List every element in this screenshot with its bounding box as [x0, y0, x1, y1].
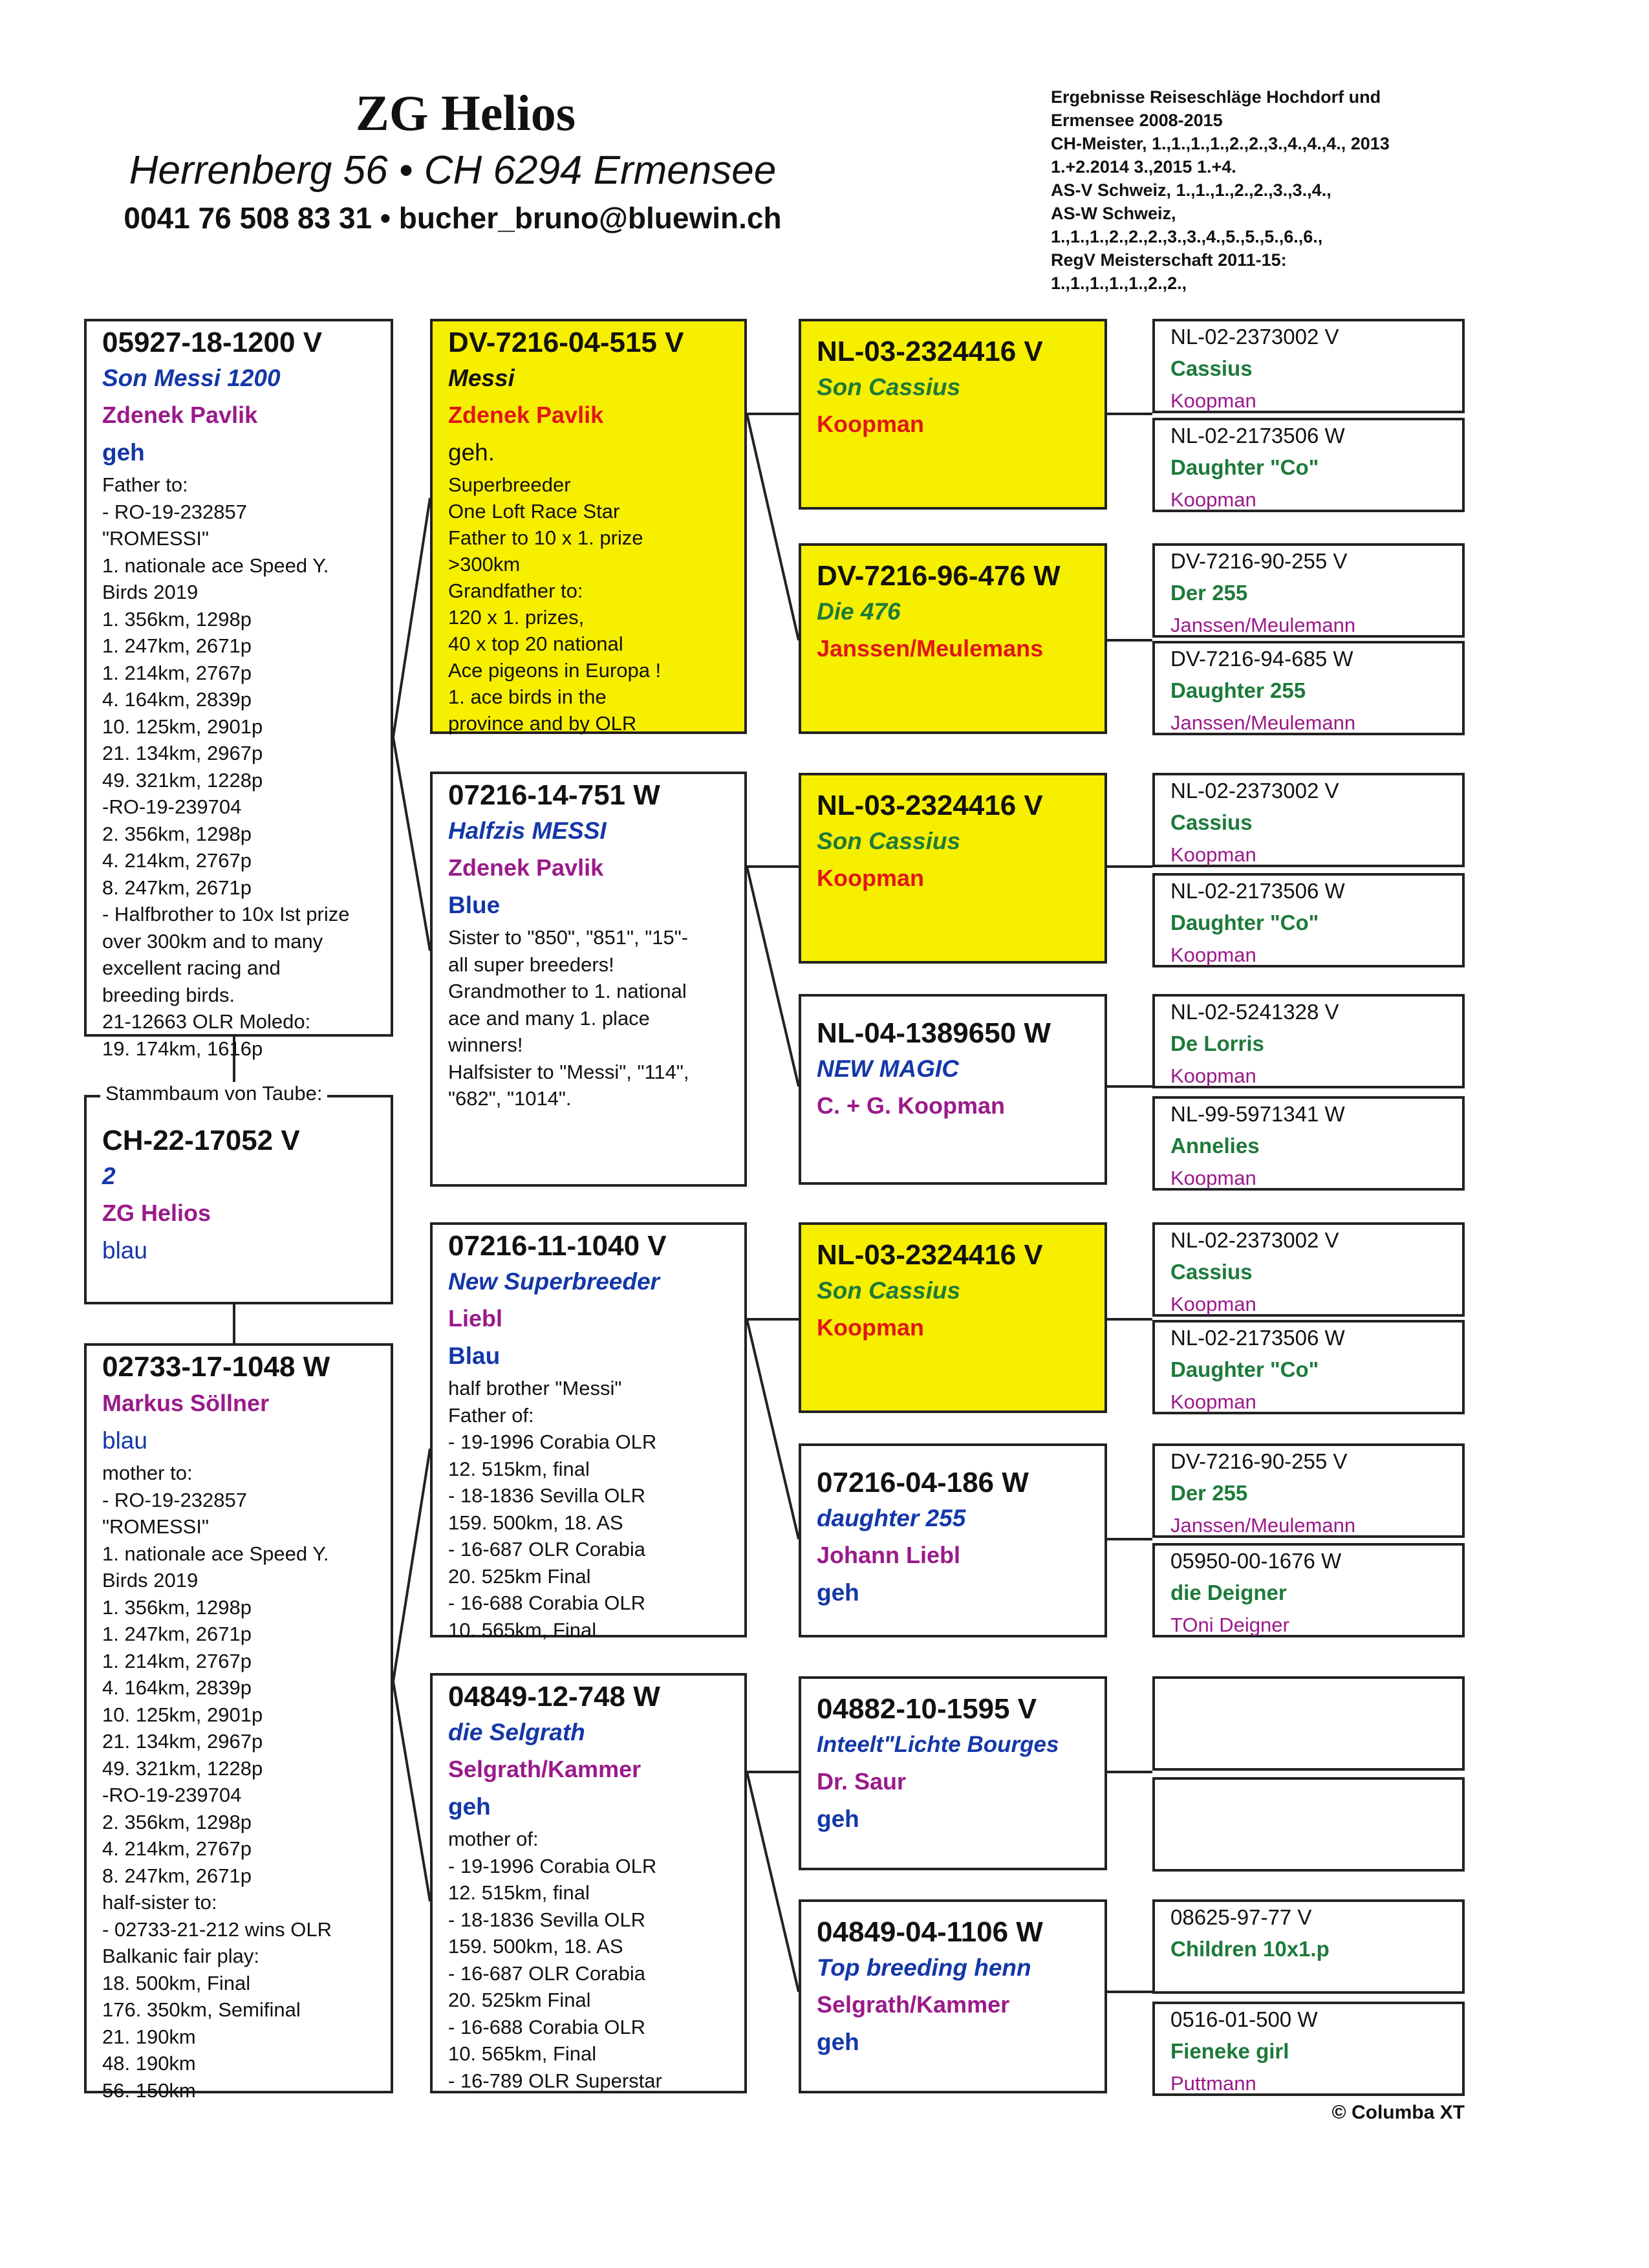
gen3-card-3[interactable]	[799, 773, 1107, 964]
gen3-card-6[interactable]	[799, 1443, 1107, 1637]
gen3-name: NEW MAGIC	[817, 1055, 959, 1082]
gen4-breeder: TOni Deigner	[1170, 1614, 1289, 1636]
gen4-card-11[interactable]	[1152, 1443, 1465, 1538]
gen3-card-8[interactable]	[799, 1899, 1107, 2093]
gen3-card-4[interactable]	[799, 994, 1107, 1185]
gen3-name: Son Cassius	[817, 828, 961, 854]
gen4-ring: NL-02-2373002 V	[1170, 1228, 1339, 1252]
gen2-breeder: Selgrath/Kammer	[448, 1756, 641, 1782]
gen2-color: geh.	[448, 439, 495, 466]
dam-color: blau	[102, 1427, 147, 1454]
gen4-name: Der 255	[1170, 1481, 1248, 1505]
gen2-card-4[interactable]	[430, 1673, 747, 2093]
gen4-card-4[interactable]	[1152, 641, 1465, 735]
gen4-name: die Deigner	[1170, 1581, 1287, 1604]
gen4-ring: 05950-00-1676 W	[1170, 1549, 1342, 1573]
gen3-breeder: Koopman	[817, 865, 924, 891]
kennel-contact: 0041 76 508 83 31 • bucher_bruno@bluewin.ch	[124, 201, 782, 235]
gen4-ring: NL-02-2373002 V	[1170, 779, 1339, 803]
sire-info: Father to: - RO-19-232857 "ROMESSI" 1. nationale ace Speed Y. Birds 2019 1. 356km, 1298p 1. 247km, 2671p 1. 214km, 2767p 4. 164km, 2839p 10. 125km, 2901p 21. 134km, 2967p 49. 321km, 1228p -RO-19-239704 2. 356km, 1298p 4. 214km, 2767p 8. 247km, 2671p - Halfbrother to 10x Ist prize over 300km and to many excellent racing and breeding birds. 21-12663 OLR Moledo: 19. 174km, 1616p	[102, 473, 350, 1060]
gen2-breeder: Zdenek Pavlik	[448, 402, 604, 428]
gen4-breeder: Janssen/Meulemann	[1170, 1514, 1356, 1537]
gen2-name: New Superbreeder	[448, 1268, 660, 1295]
gen4-name: Der 255	[1170, 581, 1248, 605]
gen4-name: Cassius	[1170, 810, 1253, 834]
gen3-ring: NL-03-2324416 V	[817, 1239, 1043, 1271]
gen4-ring: NL-02-2173506 W	[1170, 879, 1345, 903]
gen4-card-3[interactable]	[1152, 543, 1465, 638]
gen4-ring: DV-7216-94-685 W	[1170, 647, 1353, 671]
gen4-card-12[interactable]	[1152, 1543, 1465, 1637]
gen4-name: Daughter "Co"	[1170, 455, 1319, 479]
gen2-name: Halfzis MESSI	[448, 817, 607, 844]
gen3-color: geh	[817, 2029, 859, 2055]
gen3-card-5[interactable]	[799, 1222, 1107, 1413]
gen4-name: Daughter "Co"	[1170, 1357, 1319, 1381]
gen3-breeder: C. + G. Koopman	[817, 1092, 1006, 1119]
subject-color: blau	[102, 1237, 147, 1264]
gen4-ring: DV-7216-90-255 V	[1170, 1449, 1348, 1473]
gen4-ring: NL-02-2173506 W	[1170, 1326, 1345, 1350]
gen2-ring: 07216-11-1040 V	[448, 1230, 667, 1262]
gen2-breeder: Liebl	[448, 1305, 503, 1332]
gen3-card-1[interactable]	[799, 319, 1107, 510]
gen2-name: die Selgrath	[448, 1719, 585, 1745]
gen4-card-6[interactable]	[1152, 873, 1465, 967]
gen4-breeder: Koopman	[1170, 944, 1256, 966]
subject-card[interactable]	[84, 1095, 393, 1304]
gen3-ring: 07216-04-186 W	[817, 1467, 1029, 1498]
gen4-card-10[interactable]	[1152, 1320, 1465, 1414]
gen3-name: Son Cassius	[817, 374, 961, 400]
gen2-info: Sister to "850", "851", "15"- all super breeders! Grandmother to 1. national ace and many 1. place winners! Halfsister to "Messi", "114", "682", "1014".	[448, 926, 689, 1110]
gen3-name: Die 476	[817, 598, 901, 625]
gen2-card-3[interactable]	[430, 1222, 747, 1641]
gen4-ring: NL-02-2373002 V	[1170, 325, 1339, 349]
gen2-breeder: Zdenek Pavlik	[448, 854, 604, 881]
gen2-color: Blau	[448, 1343, 501, 1369]
gen4-breeder: Koopman	[1170, 843, 1256, 866]
gen4-name: Children 10x1.p	[1170, 1937, 1330, 1961]
gen3-breeder: Koopman	[817, 411, 924, 437]
gen4-card-15[interactable]	[1152, 1899, 1465, 1994]
gen2-card-2[interactable]	[430, 772, 747, 1187]
subject-ring-number: CH-22-17052 V	[102, 1125, 300, 1156]
gen4-breeder: Janssen/Meulemann	[1170, 711, 1356, 734]
gen4-name: Cassius	[1170, 356, 1253, 380]
gen4-ring: DV-7216-90-255 V	[1170, 549, 1348, 573]
gen4-breeder: Koopman	[1170, 1064, 1256, 1087]
gen2-name: Messi	[448, 365, 515, 391]
gen3-name: daughter 255	[817, 1505, 966, 1531]
gen4-breeder: Koopman	[1170, 488, 1256, 511]
gen4-card-14[interactable]	[1152, 1777, 1465, 1872]
gen3-color: geh	[817, 1806, 859, 1832]
gen4-card-13[interactable]	[1152, 1676, 1465, 1771]
gen3-ring: NL-03-2324416 V	[817, 336, 1043, 367]
gen4-ring: 08625-97-77 V	[1170, 1905, 1312, 1929]
gen4-ring: NL-02-5241328 V	[1170, 1000, 1339, 1024]
gen3-ring: NL-04-1389650 W	[817, 1017, 1051, 1049]
gen4-breeder: Koopman	[1170, 1167, 1256, 1189]
gen4-ring: 0516-01-500 W	[1170, 2007, 1318, 2031]
gen3-ring: 04882-10-1595 V	[817, 1693, 1037, 1725]
subject-name: 2	[102, 1163, 116, 1189]
gen2-ring: 04849-12-748 W	[448, 1681, 660, 1712]
gen2-info: Superbreeder One Loft Race Star Father to 10 x 1. prize >300km Grandfather to: 120 x 1. prizes, 40 x top 20 national Ace pigeons in Europa ! 1. ace birds in the province and by OLR	[448, 473, 662, 735]
gen4-ring: NL-02-2173506 W	[1170, 424, 1345, 448]
copyright-note: © Columba XT	[1331, 2102, 1465, 2123]
gen3-breeder: Janssen/Meulemans	[817, 635, 1044, 662]
gen3-color: geh	[817, 1579, 859, 1606]
gen3-breeder: Johann Liebl	[817, 1542, 961, 1568]
gen4-name: De Lorris	[1170, 1031, 1264, 1055]
sire-breeder: Zdenek Pavlik	[102, 402, 258, 428]
gen2-info: mother of: - 19-1996 Corabia OLR 12. 515km, final - 18-1836 Sevilla OLR 159. 500km, 18. AS - 16-687 OLR Corabia 20. 525km Final - 16-688 Corabia OLR 10. 565km, Final - 16-789 OLR Superstar	[448, 1828, 662, 2092]
gen3-name: Inteelt"Lichte Bourges	[817, 1732, 1059, 1757]
gen4-breeder: Puttmann	[1170, 2072, 1256, 2095]
sire-ring-number: 05927-18-1200 V	[102, 327, 323, 358]
gen4-breeder: Janssen/Meulemann	[1170, 614, 1356, 636]
gen4-card-16[interactable]	[1152, 2002, 1465, 2096]
dam-ring-number: 02733-17-1048 W	[102, 1351, 330, 1383]
gen4-card-9[interactable]	[1152, 1222, 1465, 1317]
gen2-ring: DV-7216-04-515 V	[448, 327, 684, 358]
gen4-card-7[interactable]	[1152, 994, 1465, 1088]
gen4-breeder: Koopman	[1170, 1293, 1256, 1315]
gen4-breeder: Koopman	[1170, 1390, 1256, 1413]
dam-card[interactable]	[84, 1343, 393, 2102]
kennel-address: Herrenberg 56 • CH 6294 Ermensee	[129, 148, 777, 193]
gen4-name: Daughter "Co"	[1170, 911, 1319, 934]
gen2-ring: 07216-14-751 W	[448, 779, 660, 811]
sire-card[interactable]	[84, 319, 393, 1060]
gen4-name: Daughter 255	[1170, 678, 1306, 702]
sire-color: geh	[102, 439, 145, 466]
gen2-color: geh	[448, 1793, 491, 1820]
gen4-card-5[interactable]	[1152, 773, 1465, 867]
sire-name: Son Messi 1200	[102, 365, 281, 391]
gen4-breeder: Koopman	[1170, 389, 1256, 412]
gen3-name: Top breeding henn	[817, 1954, 1031, 1981]
gen2-card-1[interactable]	[430, 319, 747, 734]
gen3-name: Son Cassius	[817, 1277, 961, 1304]
gen2-info: half brother "Messi" Father of: - 19-1996 Corabia OLR 12. 515km, final - 18-1836 Sevilla OLR 159. 500km, 18. AS - 16-687 OLR Corabia 20. 525km Final - 16-688 Corabia OLR 10. 565km, Final	[448, 1377, 657, 1641]
gen4-name: Fieneke girl	[1170, 2039, 1289, 2063]
gen2-color: Blue	[448, 892, 501, 918]
gen4-card-8[interactable]	[1152, 1096, 1465, 1191]
gen3-card-7[interactable]	[799, 1676, 1107, 1870]
results-summary: Ergebnisse Reiseschläge Hochdorf und Ermensee 2008-2015 CH-Meister, 1.,1.,1.,1.,2.,2.,3.,4.,4.,4., 2013 1.+2.2014 3.,2015 1.+4. AS-V Schweiz, 1.,1.,1.,2.,2.,3.,3.,4., AS-W Schweiz, 1.,1.,1.,2.,2.,2.,3.,3.,4.,5.,5.,5.,6.,6., RegV Meisterschaft 2011-15: 1.,1.,1.,1.,1.,2.,2.,	[1051, 87, 1390, 293]
gen3-ring: DV-7216-96-476 W	[817, 560, 1061, 592]
gen4-name: Cassius	[1170, 1260, 1253, 1284]
subject-label: Stammbaum von Taube:	[100, 1082, 327, 1105]
gen4-ring: NL-99-5971341 W	[1170, 1102, 1345, 1126]
gen3-breeder: Koopman	[817, 1314, 924, 1341]
dam-info: mother to: - RO-19-232857 "ROMESSI" 1. nationale ace Speed Y. Birds 2019 1. 356km, 1298p 1. 247km, 2671p 1. 214km, 2767p 4. 164km, 2839p 10. 125km, 2901p 21. 134km, 2967p 49. 321km, 1228p -RO-19-239704 2. 356km, 1298p 4. 214km, 2767p 8. 247km, 2671p half-sister to: - 02733-21-212 wins OLR Balkanic fair play: 18. 500km, Final 176. 350km, Semifinal 21. 190km 48. 190km 56. 150km	[102, 1462, 332, 2102]
subject-breeder: ZG Helios	[102, 1200, 211, 1226]
dam-breeder: Markus Söllner	[102, 1390, 270, 1416]
gen3-breeder: Selgrath/Kammer	[817, 1991, 1010, 2018]
kennel-name: ZG Helios	[355, 85, 576, 141]
gen4-name: Annelies	[1170, 1134, 1260, 1158]
gen3-card-2[interactable]	[799, 543, 1107, 734]
gen3-ring: NL-03-2324416 V	[817, 790, 1043, 821]
gen3-breeder: Dr. Saur	[817, 1768, 907, 1795]
gen4-card-1[interactable]	[1152, 319, 1465, 413]
gen3-ring: 04849-04-1106 W	[817, 1916, 1043, 1948]
gen4-card-2[interactable]	[1152, 418, 1465, 512]
